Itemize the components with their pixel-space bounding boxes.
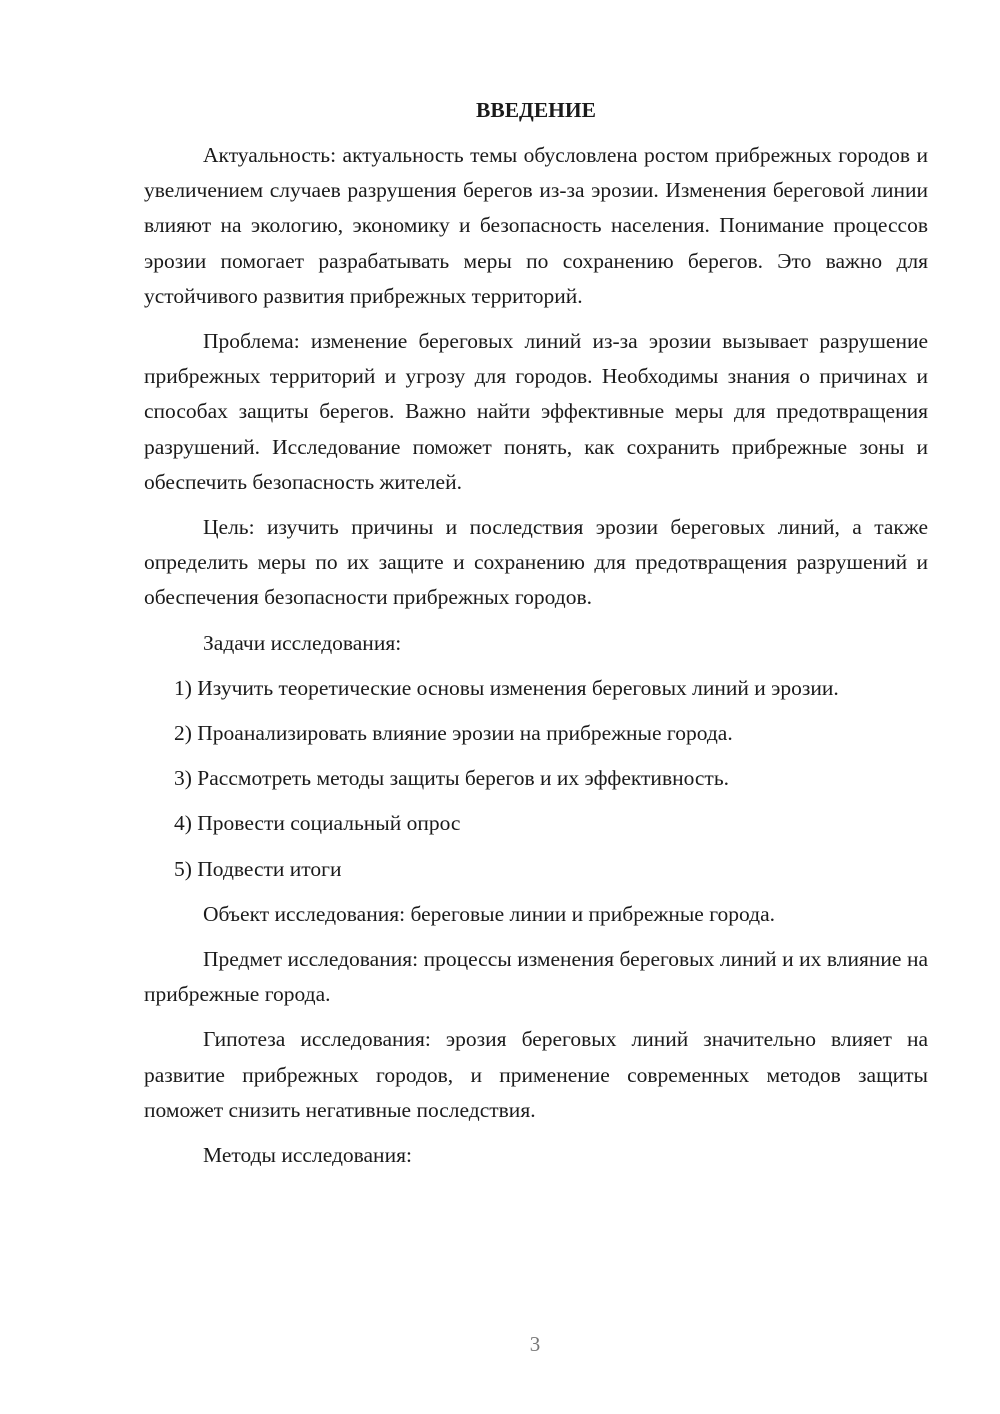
- object-paragraph: Объект исследования: береговые линии и прибрежные города.: [203, 901, 775, 926]
- task-item: 4) Провести социальный опрос: [174, 811, 461, 836]
- tasks-list: [144, 671, 928, 887]
- relevance-paragraph: Актуальность: актуальность темы обусловлена ростом прибрежных городов и увеличением случаев разрушения берегов из-за эрозии. Изменения береговой линии влияют на экологию, экономику и безопасность населения. Понимание процессов эрозии помогает разрабатывать меры по сохранению берегов. Это важно для устойчивого развития прибрежных территорий.: [144, 143, 928, 308]
- document-page: [144, 93, 928, 1183]
- task-item: 3) Рассмотреть методы защиты берегов и их эффективность.: [174, 766, 730, 791]
- hypothesis-paragraph: Гипотеза исследования: эрозия береговых линий значительно влияет на развитие прибрежных городов, и применение современных методов защиты поможет снизить негативные последствия.: [144, 1027, 928, 1122]
- methods-heading: Методы исследования:: [203, 1143, 412, 1168]
- problem-paragraph: Проблема: изменение береговых линий из-за эрозии вызывает разрушение прибрежных территорий и угрозу для городов. Необходимы знания о причинах и способах защиты берегов. Важно найти эффективные меры для предотвращения разрушений. Исследование поможет понять, как сохранить прибрежные зоны и обеспечить безопасность жителей.: [144, 329, 928, 494]
- task-item: 1) Изучить теоретические основы изменения береговых линий и эрозии.: [174, 675, 839, 700]
- goal-paragraph: Цель: изучить причины и последствия эрозии береговых линий, а также определить меры по их защите и сохранению для предотвращения разрушений и обеспечения безопасности прибрежных городов.: [144, 515, 928, 610]
- page-title: ВВЕДЕНИЕ: [476, 98, 596, 122]
- page-number: 3: [529, 1332, 541, 1356]
- subject-paragraph: Предмет исследования: процессы изменения береговых линий и их влияние на прибрежные города.: [144, 947, 928, 1007]
- task-item: 5) Подвести итоги: [174, 856, 342, 881]
- task-item: 2) Проанализировать влияние эрозии на прибрежные города.: [174, 721, 733, 746]
- tasks-heading: Задачи исследования:: [203, 630, 402, 655]
